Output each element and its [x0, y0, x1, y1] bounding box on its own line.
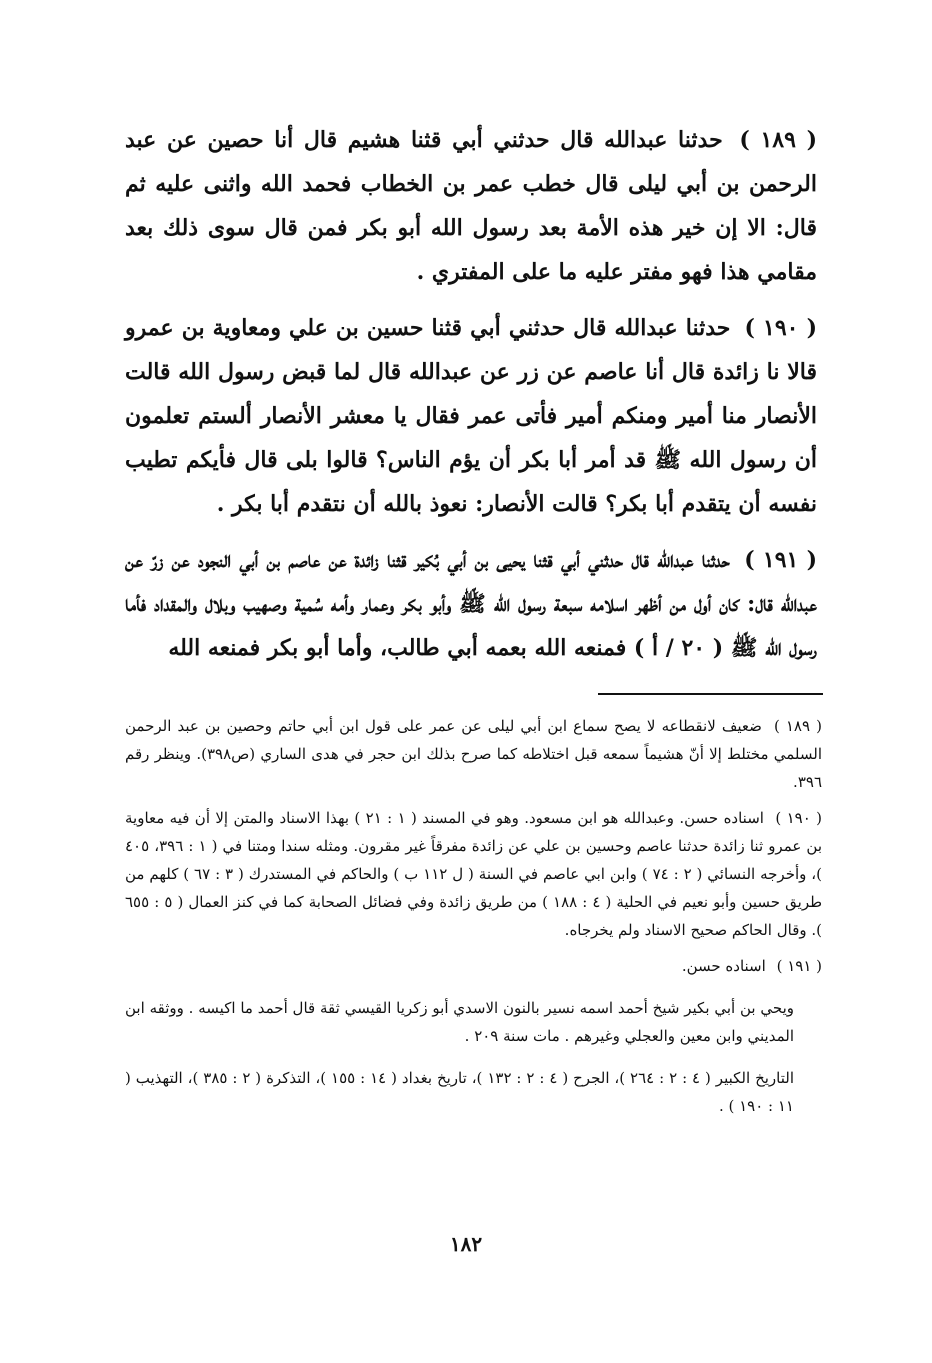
hadith-number: ( ١٩١ )	[744, 547, 817, 573]
footnote-191-narrator: ويحي بن أبي بكير شيخ أحمد اسمه نسير بالنون الاسدي أبو زكريا القيسي ثقة قال أحمد ما اكيسه . ووثقه ابن المديني وابن معين والعجلي وغيرهم . مات سنة ٢٠٩ .	[125, 999, 794, 1045]
footnote-number: ( ١٨٩ )	[773, 717, 822, 735]
footnote-189	[125, 712, 822, 796]
footnote-text: اسناده حسن. وعبدالله هو ابن مسعود. وهو في المسند ( ١ : ٢١ ) بهذا الاسناد والمتن إلا أن فيه معاوية بن عمرو ثنا زائدة حدثنا عاصم وحسين بن علي عن زائدة مفرقاً غير مقرون. ومثله سندا ومتنا في ( ١ : ٣٩٦، ٤٠٥ )، وأخرجه النسائي ( ٢ : ٧٤ ) وابن ابي عاصم في السنة ( ل ١١٢ ب ) والحاكم في المستدرك ( ٣ : ٦٧ ) كلهم من طريق حسين وأبو نعيم في الحلية ( ٤ : ١٨٨ ) من طريق زائدة وفي فضائل الصحابة كما في كنز العمال ( ٥ : ٦٥٥ ). وقال الحاكم صحيح الاسناد ولم يخرجاه.	[125, 809, 823, 939]
footnote-190	[125, 804, 822, 944]
hadith-text: حدثنا عبدالله قال حدثني أبي قثنا حسين بن علي ومعاوية بن عمرو قالا نا زائدة قال أنا عاصم عن زر عن عبدالله قال لما قبض رسول الله قالت الأنصار منا أمير ومنكم أمير فأتى عمر فقال يا معشر الأنصار ألستم تعلمون أن رسول الله ﷺ قد أمر أبا بكر أن يؤم الناس؟ قالوا بلى قال فأيكم تطيب نفسه أن يتقدم أبا بكر؟ قالت الأنصار: نعوذ بالله أن نتقدم أبا بكر .	[125, 315, 817, 517]
footnote-191	[125, 952, 822, 980]
hadith-text: حدثنا عبدالله قال حدثني أبي قثنا يحيى بن أبي بُكير قثنا زائدة عن عاصم بن أبي النجود عن زرّ عن عبدالله قال: كان أول من أظهر اسلامه سبعة رسول الله ﷺ وأبو بكر وعمار وأمه سُمية وصهيب وبلال والمقداد فأما رسول الله ﷺ ( ٢٠ / أ ) فمنعه الله بعمه أبي طالب، وأما أبو بكر فمنعه الله	[125, 547, 817, 661]
hadith-paragraph-190	[125, 306, 817, 526]
footnotes	[125, 712, 822, 1128]
footnote-text: اسناده حسن.	[681, 957, 766, 975]
hadith-paragraph-189	[125, 118, 817, 294]
footnote-number: ( ١٩١ )	[776, 957, 822, 975]
footnote-191-sources: التاريخ الكبير ( ٤ : ٢ : ٢٦٤ )، الجرح ( ٤ : ٢ : ١٣٢ )، تاريخ بغداد ( ١٤ : ١٥٥ )، التذكرة ( ٢ : ٣٨٥ )، التهذيب ( ١١ : ١٩٠ ) .	[125, 1069, 794, 1115]
footnote-separator	[598, 693, 823, 695]
hadith-paragraph-191	[125, 538, 817, 670]
hadith-number: ( ١٨٩ )	[739, 127, 817, 153]
main-text	[125, 118, 817, 682]
page-number: ١٨٢	[449, 1232, 483, 1256]
footnote-number: ( ١٩٠ )	[775, 809, 823, 827]
hadith-number: ( ١٩٠ )	[744, 315, 817, 341]
footnote-text: ضعيف لانقطاعه لا يصح سماع ابن أبي ليلى عن عمر على قول ابن أبي حاتم وحصين بن عبد الرحمن السلمي مختلط إلا أنّ هشيماً سمعه قبل اختلاطه كما صرح بذلك ابن حجر في هدى الساري (ص٣٩٨). وينظر رقم ٣٩٦.	[125, 717, 822, 791]
hadith-text: حدثنا عبدالله قال حدثني أبي قثنا هشيم قال أنا حصين عن عبد الرحمن بن أبي ليلى قال خطب عمر بن الخطاب فحمد الله واثنى عليه ثم قال: الا إن خير هذه الأمة بعد رسول الله أبو بكر فمن قال سوى ذلك بعد مقامي هذا فهو مفتر عليه ما على المفتري .	[125, 127, 817, 285]
